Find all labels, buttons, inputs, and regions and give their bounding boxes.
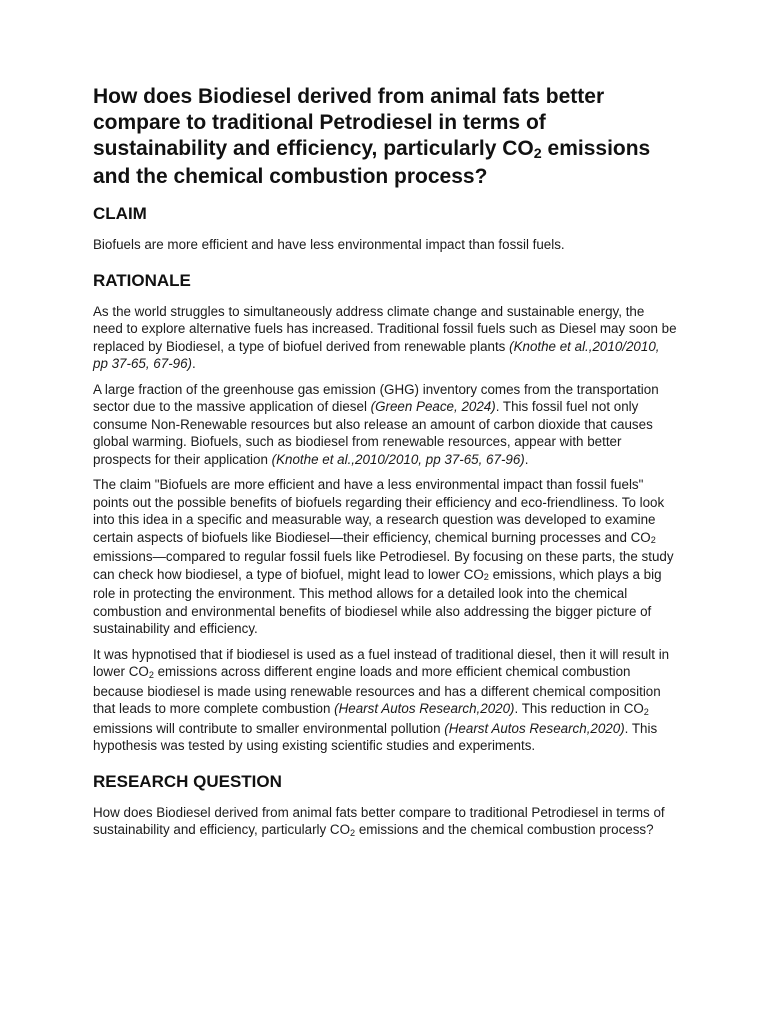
research-question-heading: RESEARCH QUESTION	[93, 771, 282, 791]
claim-paragraph: Biofuels are more efficient and have less environmental impact than fossil fuels.	[93, 237, 565, 252]
rationale-paragraph-1	[93, 303, 677, 373]
rationale-p2-text-2: . This fossil fuel not only consume Non-Renewable resources but also release an amount of carbon dioxide that causes global warming. Biofuels, such as biodiesel from renewable resources, appear with better prospects for their application	[93, 399, 653, 467]
citation: (Knothe et al.,2010/2010, pp 37-65, 67-96)	[93, 338, 660, 371]
subscript-2: 2	[650, 535, 656, 546]
rationale-paragraph-4	[93, 646, 677, 755]
rationale-paragraph-2	[93, 381, 677, 469]
research-question-paragraph	[93, 804, 677, 841]
rationale-p3-text-2: emissions—compared to regular fossil fuels like Petrodiesel. By focusing on these parts, the study can check how biodiesel, a type of biofuel, might lead to lower CO	[93, 549, 674, 582]
rationale-p2-end: .	[524, 451, 529, 467]
subscript-2: 2	[350, 827, 356, 838]
rationale-heading: RATIONALE	[93, 270, 191, 290]
citation: (Hearst Autos Research,2020)	[334, 701, 515, 716]
subscript-2: 2	[483, 572, 489, 583]
research-question-text-2: emissions and the chemical combustion process?	[355, 822, 654, 837]
rationale-p4-text-2: emissions across different engine loads and more efficient chemical combustion because biodiesel is made using renewable resources and has a different chemical composition that leads to more complete combustion	[93, 664, 661, 716]
subscript-2: 2	[148, 669, 154, 680]
title-subscript: 2	[533, 145, 542, 162]
rationale-p1-text: As the world struggles to simultaneously address climate change and sustainable energy, the need to explore alternative fuels has increased. Traditional fossil fuels such as Diesel may soon be replaced by Biodiesel, a type of biofuel derived from renewable plants	[93, 303, 677, 354]
rationale-p1-end: .	[192, 356, 196, 371]
research-question-text-1: How does Biodiesel derived from animal fats better compare to traditional Petrodiesel in terms of sustainability and efficiency, particularly CO	[93, 804, 665, 837]
title-text-part-1: How does Biodiesel derived from animal fats better compare to traditional Petrodiesel in terms of sustainability and efficiency, particularly CO	[93, 85, 605, 160]
claim-heading: CLAIM	[93, 204, 147, 223]
subscript-2: 2	[643, 706, 649, 717]
rationale-p3-text-1: The claim "Biofuels are more efficient and have a less environmental impact than fossil fuels" points out the possible benefits of biofuels regarding their efficiency and eco-friendliness. To look into this idea in a specific and measurable way, a research question was developed to examine certain aspects of biofuels like Biodiesel—their efficiency, chemical burning processes and CO	[93, 477, 665, 545]
rationale-paragraph-3	[93, 476, 677, 638]
citation: (Knothe et al.,2010/2010, pp 37-65, 67-96)	[271, 451, 525, 467]
rationale-p3-text-3: emissions, which plays a big role in protecting the environment. This method allows for a detailed look into the chemical combustion and environmental benefits of biodiesel while also addressing the bigger picture of sustainability and efficiency.	[93, 566, 662, 636]
rationale-p4-text-1: It was hypnotised that if biodiesel is used as a fuel instead of traditional diesel, then it will result in lower CO	[93, 646, 670, 679]
document-page	[93, 84, 677, 849]
rationale-p2-text-1: A large fraction of the greenhouse gas emission (GHG) inventory comes from the transportation sector due to the massive application of diesel	[93, 381, 659, 414]
document-title	[93, 84, 677, 190]
rationale-p4-text-3: . This reduction in CO	[514, 701, 644, 716]
title-text-part-2: emissions and the chemical combustion process?	[93, 137, 651, 188]
citation: (Green Peace, 2024)	[370, 399, 496, 414]
citation: (Hearst Autos Research,2020)	[444, 720, 625, 736]
rationale-p4-text-4: emissions will contribute to smaller environmental pollution	[93, 720, 445, 736]
rationale-p4-text-5: . This hypothesis was tested by using existing scientific studies and experiments.	[93, 720, 658, 753]
